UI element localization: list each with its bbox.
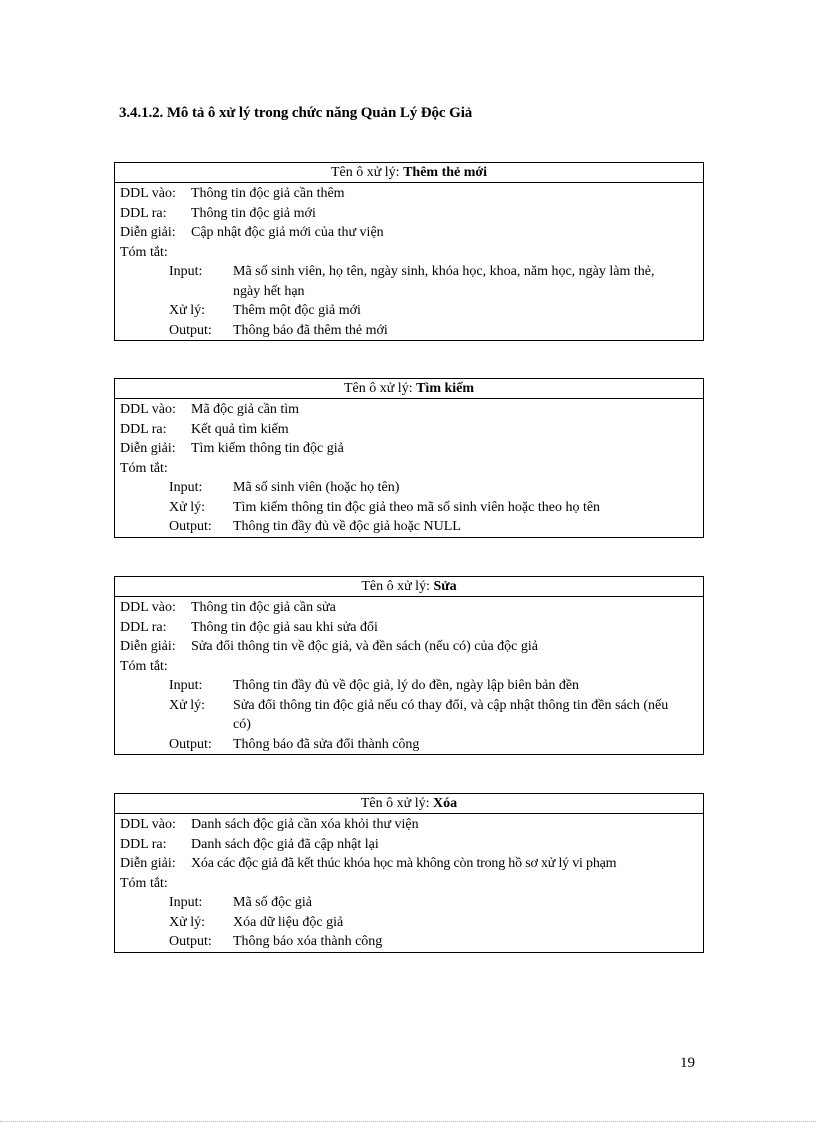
box-title xyxy=(115,379,703,399)
process-value: Thêm một độc giả mới xyxy=(233,303,361,318)
page-number: 19 xyxy=(680,1055,695,1071)
input-label: Input: xyxy=(169,480,203,495)
explain-label: Diễn giải: xyxy=(120,225,176,240)
box-title-text: Thêm thẻ mới xyxy=(403,165,488,180)
process-label: Xử lý: xyxy=(169,914,205,930)
title-prefix: Tên ô xử lý: xyxy=(330,165,400,180)
summary-label: Tóm tắt: xyxy=(120,244,168,260)
input-label: Input: xyxy=(169,678,203,693)
process-value: Sửa đổi thông tin độc giả nếu có thay đổi, và cập nhật thông tin đền sách (nếu có) xyxy=(233,697,669,732)
input-value: Mã số sinh viên (hoặc họ tên) xyxy=(233,480,400,495)
box-title xyxy=(115,577,703,597)
explain-value: Sửa đổi thông tin về độc giả, và đền sách (nếu có) của độc giả xyxy=(191,639,538,654)
summary-label: Tóm tắt: xyxy=(120,875,168,891)
output-value: Thông báo đã sửa đổi thành công xyxy=(233,736,420,752)
output-label: Output: xyxy=(169,519,212,534)
output-value: Thông báo đã thêm thẻ mới xyxy=(233,322,388,338)
explain-label: Diễn giải: xyxy=(120,441,176,456)
ddl-out-label: DDL ra: xyxy=(120,836,167,852)
process-box-edit xyxy=(114,576,704,755)
explain-value: Cập nhật độc giả mới của thư viện xyxy=(191,225,384,240)
ddl-in-value: Danh sách độc giả cần xóa khỏi thư viện xyxy=(191,817,419,832)
output-value: Thông tin đầy đủ về độc giả hoặc NULL xyxy=(233,519,461,534)
ddl-in-value: Mã độc giả cần tìm xyxy=(191,402,300,417)
process-label: Xử lý: xyxy=(169,697,205,713)
process-box-delete xyxy=(114,793,704,953)
input-value: Mã số độc giả xyxy=(233,895,312,910)
output-label: Output: xyxy=(169,736,212,752)
output-label: Output: xyxy=(169,934,212,949)
process-value: Tìm kiếm thông tin độc giả theo mã số sinh viên hoặc theo họ tên xyxy=(233,499,601,515)
title-prefix: Tên ô xử lý: xyxy=(361,579,430,594)
explain-label: Diễn giải: xyxy=(120,856,176,871)
ddl-in-label: DDL vào: xyxy=(120,186,176,201)
title-prefix: Tên ô xử lý: xyxy=(360,796,430,811)
explain-value: Tìm kiếm thông tin độc giả xyxy=(191,441,344,456)
input-value: Mã số sinh viên, họ tên, ngày sinh, khóa học, khoa, năm học, ngày làm thẻ, ngày hết hạn xyxy=(233,264,655,299)
ddl-in-value: Thông tin độc giả cần sửa xyxy=(191,600,336,615)
output-value: Thông báo xóa thành công xyxy=(233,934,383,949)
section-heading: 3.4.1.2. Mô tả ô xử lý trong chức năng Quản Lý Độc Giả xyxy=(119,105,473,121)
process-label: Xử lý: xyxy=(169,499,205,515)
input-label: Input: xyxy=(169,895,203,910)
ddl-out-label: DDL ra: xyxy=(120,421,167,437)
process-box-search xyxy=(114,378,704,538)
box-title-text: Xóa xyxy=(433,796,458,811)
ddl-in-label: DDL vào: xyxy=(120,402,176,417)
ddl-in-label: DDL vào: xyxy=(120,600,176,615)
process-label: Xử lý: xyxy=(169,303,205,318)
title-prefix: Tên ô xử lý: xyxy=(343,381,413,396)
ddl-out-label: DDL ra: xyxy=(120,619,167,635)
ddl-out-value: Thông tin độc giả mới xyxy=(191,205,316,221)
explain-value: Xóa các độc giả đã kết thúc khóa học mà không còn trong hồ sơ xử lý vi phạm xyxy=(191,856,617,871)
box-title xyxy=(115,163,703,183)
box-title-text: Sửa xyxy=(433,579,457,594)
ddl-out-value: Kết quả tìm kiếm xyxy=(191,421,289,437)
process-box-add-card xyxy=(114,162,704,341)
ddl-out-label: DDL ra: xyxy=(120,205,167,221)
input-label: Input: xyxy=(169,264,203,279)
summary-label: Tóm tắt: xyxy=(120,658,168,674)
summary-label: Tóm tắt: xyxy=(120,460,168,476)
explain-label: Diễn giải: xyxy=(120,639,176,654)
process-value: Xóa dữ liệu độc giả xyxy=(233,914,344,930)
ddl-out-value: Danh sách độc giả đã cập nhật lại xyxy=(191,836,379,852)
box-title-text: Tìm kiếm xyxy=(416,381,475,396)
ddl-out-value: Thông tin độc giả sau khi sửa đổi xyxy=(191,619,378,635)
ddl-in-label: DDL vào: xyxy=(120,817,176,832)
input-value: Thông tin đầy đủ về độc giả, lý do đền, ngày lập biên bản đền xyxy=(233,678,580,693)
box-title xyxy=(115,794,703,814)
ddl-in-value: Thông tin độc giả cần thêm xyxy=(191,186,345,201)
output-label: Output: xyxy=(169,322,212,338)
